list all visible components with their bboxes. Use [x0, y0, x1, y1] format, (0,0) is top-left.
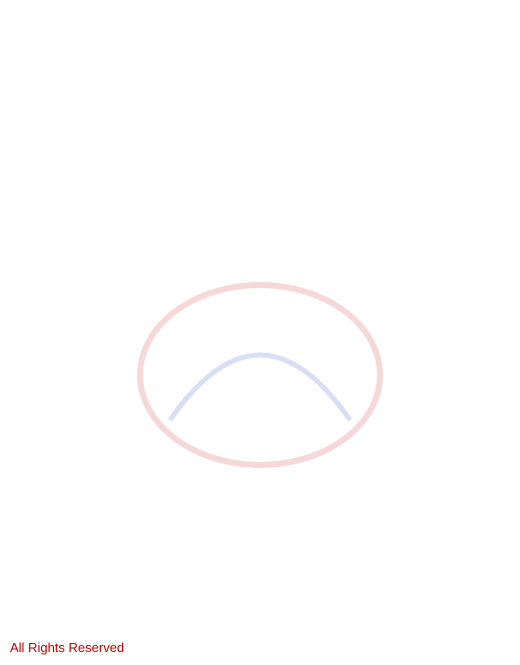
footer — [10, 637, 510, 657]
subheadline — [10, 42, 510, 90]
footer-rights: All Rights Reserved — [10, 639, 125, 655]
headline — [10, 8, 510, 42]
article-body — [10, 96, 510, 596]
